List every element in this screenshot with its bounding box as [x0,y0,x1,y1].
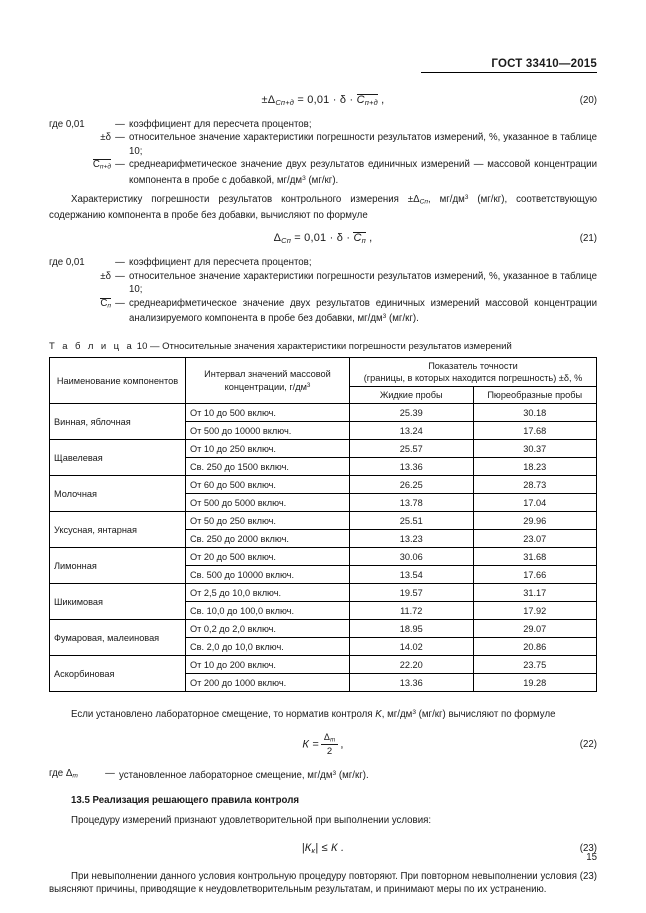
table-row [50,548,597,566]
cell-puree: 17.68 [473,422,597,440]
table-body [50,404,597,692]
table-row [50,584,597,602]
cell-liquid: 13.78 [350,494,474,512]
formula-23-number: (23) [579,843,597,855]
th-puree-samples: Пюреобразные пробы [473,387,597,404]
cell-puree: 30.37 [473,440,597,458]
cell-liquid: 13.23 [350,530,474,548]
cell-puree: 31.17 [473,584,597,602]
where-text: коэффициент для пересчета процентов; [129,257,312,269]
cell-puree: 18.23 [473,458,597,476]
where-item [49,270,597,297]
th-liquid-samples: Жидкие пробы [350,387,474,404]
cell-liquid: 11.72 [350,602,474,620]
table-header-row [50,358,597,387]
table-caption-number: 10 [136,341,148,353]
cell-puree: 31.68 [473,548,597,566]
cell-liquid: 19.57 [350,584,474,602]
where-dash: — [115,119,125,130]
cell-component: Лимонная [50,548,186,584]
cell-puree: 17.04 [473,494,597,512]
cell-puree: 23.75 [473,656,597,674]
where-symbol: где $\Delta_m$ [49,768,78,780]
cell-puree: 17.66 [473,566,597,584]
cell-interval: От 60 до 500 включ. [186,476,350,494]
page-number: 15 [586,852,597,863]
closing-paragraph: При невыполнении данного условия контрольную процедуру повторяют. При повторном невыполнении условия (23) выясняют причины, приводящие к неудовлетворительным результатам, и принимают меры по их устранению. [49,870,597,896]
where-dash: — [115,257,125,269]
cell-liquid: 22.20 [350,656,474,674]
where-text: коэффициент для пересчета процентов; [129,119,312,130]
cell-component: Шикимовая [50,584,186,620]
where-item [49,767,597,783]
cell-component: Фумаровая, малеиновая [50,620,186,656]
where-symbol: ±δ [100,132,111,144]
formula-21: $\Delta_{Сп} = 0,01 \cdot \delta \cdot C_п$ , [273,231,373,245]
table-row [50,404,597,422]
section-intro-paragraph: Процедуру измерений признают удовлетворительной при выполнении условия: [71,815,432,827]
formula-21-row [49,229,597,247]
table-caption-label: Т а б л и ц а [49,341,135,353]
formula-23-row [49,840,597,858]
cell-interval: Св. 500 до 10000 включ. [186,566,350,584]
cell-interval: Св. 2,0 до 10,0 включ. [186,638,350,656]
where-symbol: где 0,01 [49,257,85,269]
where-dash: — [115,132,125,144]
cell-liquid: 14.02 [350,638,474,656]
where-item [49,256,597,269]
cell-interval: От 500 до 5000 включ. [186,494,350,512]
paragraph-before-formula-21: Характеристику погрешности результатов контрольного измерения $\pm\Delta_{Сп}$, $мг/дм^3$ (мг/кг), соответствующую содержанию компонента в пробе без добавки, вычисляют по формуле [49,193,597,221]
cell-liquid: 13.36 [350,458,474,476]
cell-interval: От 200 до 1000 включ. [186,674,350,692]
th-accuracy: Показатель точности (границы, в которых находится погрешность) ±δ, % [350,358,597,387]
cell-puree: 29.96 [473,512,597,530]
where-block-22 [49,767,597,783]
where-item [49,297,597,326]
cell-liquid: 25.51 [350,512,474,530]
th-interval: Интервал значений массовой концентрации, $г/дм^3$ [186,358,350,404]
cell-component: Молочная [50,476,186,512]
paragraph-before-formula-22: Если установлено лабораторное смещение, то норматив контроля K, $мг/дм^3$ (мг/кг) вычисляют по формуле [71,709,556,721]
cell-liquid: 30.06 [350,548,474,566]
cell-liquid: 26.25 [350,476,474,494]
cell-liquid: 13.36 [350,674,474,692]
formula-21-number: (21) [579,232,597,244]
cell-puree: 30.18 [473,404,597,422]
where-item [49,118,597,131]
formula-22-row [49,732,597,758]
table-row [50,656,597,674]
table-row [50,476,597,494]
table-row [50,512,597,530]
table-10 [49,357,597,692]
cell-liquid: 18.95 [350,620,474,638]
where-symbol: где 0,01 [49,119,85,130]
cell-component: Аскорбиновая [50,656,186,692]
table-row [50,620,597,638]
cell-puree: 20.86 [473,638,597,656]
cell-interval: От 20 до 500 включ. [186,548,350,566]
formula-20: $\pm\Delta_{Сп+д} = 0,01 \cdot \delta \cdot C_{п+д}$ , [261,93,385,107]
where-symbol: $C_{п+д}$ [92,159,111,171]
cell-interval: От 10 до 250 включ. [186,440,350,458]
where-item [49,131,597,158]
cell-interval: От 50 до 250 включ. [186,512,350,530]
formula-22: К = $\frac{\Delta_m}{2}$ , [302,731,344,758]
where-block-21 [49,256,597,325]
cell-interval: От 0,2 до 2,0 включ. [186,620,350,638]
where-item [49,158,597,187]
cell-interval: Св. 250 до 2000 включ. [186,530,350,548]
table-caption [49,341,597,352]
cell-component: Уксусная, янтарная [50,512,186,548]
section-heading-13-5: 13.5 Реализация решающего правила контроля [71,795,300,807]
where-text: среднеарифметическое значение двух результатов единичных измерений массовой концентрации анализируемого компонента в пробе без добавки, $мг/дм^3$ (мг/кг). [129,297,597,324]
cell-puree: 28.73 [473,476,597,494]
cell-interval: От 10 до 200 включ. [186,656,350,674]
cell-interval: От 500 до 10000 включ. [186,422,350,440]
cell-puree: 23.07 [473,530,597,548]
where-text: среднеарифметическое значение двух результатов единичных измерений — массовой концентрации компонента в пробе с добавкой, $мг/дм^3$ (мг/кг). [129,159,597,186]
where-symbol: $C_п$ [100,297,111,310]
where-text: установленное лабораторное смещение, $мг/дм^3$ (мг/кг). [119,770,369,782]
cell-liquid: 13.54 [350,566,474,584]
cell-interval: Св. 250 до 1500 включ. [186,458,350,476]
where-text: относительное значение характеристики погрешности результатов измерений, %, указанное в таблице 10; [129,270,597,296]
formula-22-number: (22) [579,738,597,750]
cell-interval: Св. 10,0 до 100,0 включ. [186,602,350,620]
cell-interval: От 2,5 до 10,0 включ. [186,584,350,602]
table-head [50,358,597,404]
cell-puree: 19.28 [473,674,597,692]
cell-liquid: 25.57 [350,440,474,458]
where-dash: — [105,768,115,780]
where-dash: — [115,270,125,282]
cell-component: Винная, яблочная [50,404,186,440]
standard-header: ГОСТ 33410—2015 [491,58,597,70]
cell-puree: 29.07 [473,620,597,638]
th-component: Наименование компонентов [50,358,186,404]
where-symbol: ±δ [100,270,111,282]
cell-interval: От 10 до 500 включ. [186,404,350,422]
fraction: $\frac{\Delta_m}{2}$ [321,732,339,758]
page-content [49,84,597,897]
where-dash: — [115,159,125,171]
cell-component: Щавелевая [50,440,186,476]
cell-puree: 17.92 [473,602,597,620]
table-caption-dash: — [150,341,160,353]
formula-23: $|К_к| \le К$ . [301,842,345,856]
where-text: относительное значение характеристики погрешности результатов измерений, %, указанное в таблице 10; [129,132,597,157]
formula-20-row [49,91,597,109]
cell-liquid: 25.39 [350,404,474,422]
table-caption-title: Относительные значения характеристики погрешности результатов измерений [162,341,512,353]
where-dash: — [115,297,125,309]
cell-liquid: 13.24 [350,422,474,440]
header-rule [421,72,597,73]
where-block-20 [49,118,597,187]
formula-20-number: (20) [579,94,597,106]
table-row [50,440,597,458]
